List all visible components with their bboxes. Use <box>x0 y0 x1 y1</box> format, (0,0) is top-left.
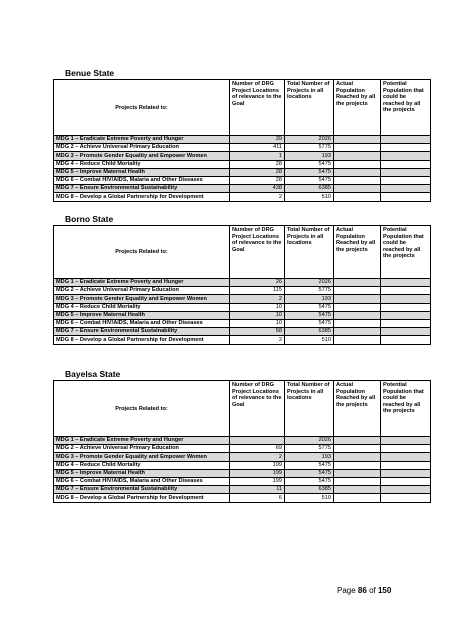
table-row <box>54 144 431 152</box>
potential-cell <box>381 287 431 295</box>
potential-cell <box>381 176 431 184</box>
potential-cell <box>381 193 431 201</box>
header-projects: Projects Related to: <box>54 80 230 136</box>
potential-cell <box>381 185 431 193</box>
actual-cell <box>334 437 381 445</box>
potential-cell <box>381 279 431 287</box>
goal-cell: MDG 3 – Promote Gender Equality and Empower Women <box>54 295 230 303</box>
potential-cell <box>381 295 431 303</box>
total-cell: 5775 <box>285 287 334 295</box>
table-row <box>54 311 431 319</box>
total-cell: 2026 <box>285 136 334 144</box>
header-projects: Projects Related to: <box>54 381 230 437</box>
state-title: Benue State <box>65 68 115 78</box>
page-of: of <box>369 586 376 595</box>
goal-cell: MDG 3 – Promote Gender Equality and Empower Women <box>54 152 230 160</box>
total-cell: 6385 <box>285 185 334 193</box>
actual-cell <box>334 461 381 469</box>
drg-cell: 2 <box>230 453 285 461</box>
table-row <box>54 494 431 502</box>
goal-cell: MDG 5 – Improve Maternal Health <box>54 469 230 477</box>
total-cell: 5475 <box>285 319 334 327</box>
drg-cell <box>230 437 285 445</box>
page-current: 86 <box>357 586 367 595</box>
actual-cell <box>334 319 381 327</box>
goal-cell: MDG 5 – Improve Maternal Health <box>54 311 230 319</box>
table-row <box>54 295 431 303</box>
table-row <box>54 168 431 176</box>
potential-cell <box>381 494 431 502</box>
header-drg-locations: Number of DRG Project Locations of relevance to the Goal <box>230 226 285 279</box>
total-cell: 193 <box>285 152 334 160</box>
goal-cell: MDG 4 – Reduce Child Mortality <box>54 303 230 311</box>
actual-cell <box>334 144 381 152</box>
actual-cell <box>334 469 381 477</box>
section-benue <box>53 67 430 202</box>
table-row <box>54 445 431 453</box>
table-row <box>54 469 431 477</box>
drg-cell: 199 <box>230 469 285 477</box>
actual-cell <box>334 295 381 303</box>
table-row <box>54 136 431 144</box>
drg-cell: 10 <box>230 311 285 319</box>
drg-cell: 1 <box>230 152 285 160</box>
total-cell: 5475 <box>285 311 334 319</box>
table-row <box>54 328 431 336</box>
header-total-projects: Total Number of Projects in all locations <box>285 226 334 279</box>
total-cell: 510 <box>285 193 334 201</box>
header-potential-population: Potential Population that could be reached by all the projects <box>381 226 431 279</box>
total-cell: 6385 <box>285 328 334 336</box>
header-potential-population: Potential Population that could be reached by all the projects <box>381 80 431 136</box>
goal-cell: MDG 5 – Improve Maternal Health <box>54 168 230 176</box>
goal-cell: MDG 6 – Combat HIV/AIDS, Malaria and Other Diseases <box>54 176 230 184</box>
actual-cell <box>334 477 381 485</box>
actual-cell <box>334 160 381 168</box>
drg-cell: 58 <box>230 328 285 336</box>
goal-cell: MDG 8 – Develop a Global Partnership for Development <box>54 494 230 502</box>
drg-cell: 115 <box>230 287 285 295</box>
drg-cell: 199 <box>230 461 285 469</box>
drg-cell: 28 <box>230 176 285 184</box>
drg-cell: 28 <box>230 168 285 176</box>
goal-cell: MDG 2 – Achieve Universal Primary Education <box>54 287 230 295</box>
page-total: 150 <box>377 586 392 595</box>
table-row <box>54 152 431 160</box>
potential-cell <box>381 144 431 152</box>
mdg-table <box>53 225 431 345</box>
potential-cell <box>381 336 431 344</box>
actual-cell <box>334 193 381 201</box>
header-actual-population: Actual Population Reached by all the projects <box>334 381 381 437</box>
table-row <box>54 453 431 461</box>
header-drg-locations: Number of DRG Project Locations of relevance to the Goal <box>230 381 285 437</box>
state-title: Bayelsa State <box>65 369 121 379</box>
table-row <box>54 176 431 184</box>
drg-cell: 6 <box>230 494 285 502</box>
actual-cell <box>334 486 381 494</box>
actual-cell <box>334 453 381 461</box>
goal-cell: MDG 7 – Ensure Environmental Sustainability <box>54 486 230 494</box>
goal-cell: MDG 2 – Achieve Universal Primary Education <box>54 445 230 453</box>
potential-cell <box>381 486 431 494</box>
header-drg-locations: Number of DRG Project Locations of relevance to the Goal <box>230 80 285 136</box>
goal-cell: MDG 1 – Eradicate Extreme Poverty and Hunger <box>54 136 230 144</box>
header-total-projects: Total Number of Projects in all locations <box>285 80 334 136</box>
actual-cell <box>334 336 381 344</box>
goal-cell: MDG 3 – Promote Gender Equality and Empower Women <box>54 453 230 461</box>
potential-cell <box>381 152 431 160</box>
header-potential-population: Potential Population that could be reached by all the projects <box>381 381 431 437</box>
drg-cell: 10 <box>230 303 285 311</box>
mdg-table <box>53 380 431 503</box>
actual-cell <box>334 303 381 311</box>
drg-cell: 69 <box>230 445 285 453</box>
actual-cell <box>334 152 381 160</box>
potential-cell <box>381 319 431 327</box>
table-row <box>54 437 431 445</box>
total-cell: 193 <box>285 295 334 303</box>
drg-cell: 28 <box>230 160 285 168</box>
actual-cell <box>334 328 381 336</box>
table-row <box>54 287 431 295</box>
header-projects: Projects Related to: <box>54 226 230 279</box>
actual-cell <box>334 176 381 184</box>
table-row <box>54 279 431 287</box>
potential-cell <box>381 469 431 477</box>
table-row <box>54 185 431 193</box>
page-number <box>337 586 391 595</box>
goal-cell: MDG 1 – Eradicate Extreme Poverty and Hunger <box>54 437 230 445</box>
drg-cell: 2 <box>230 193 285 201</box>
total-cell: 510 <box>285 494 334 502</box>
potential-cell <box>381 303 431 311</box>
total-cell: 5475 <box>285 160 334 168</box>
goal-cell: MDG 7 – Ensure Environmental Sustainability <box>54 328 230 336</box>
total-cell: 5475 <box>285 477 334 485</box>
potential-cell <box>381 477 431 485</box>
potential-cell <box>381 453 431 461</box>
potential-cell <box>381 168 431 176</box>
total-cell: 5475 <box>285 461 334 469</box>
total-cell: 5775 <box>285 144 334 152</box>
drg-cell: 39 <box>230 136 285 144</box>
actual-cell <box>334 185 381 193</box>
mdg-table <box>53 79 431 202</box>
potential-cell <box>381 461 431 469</box>
drg-cell: 26 <box>230 279 285 287</box>
actual-cell <box>334 168 381 176</box>
total-cell: 193 <box>285 453 334 461</box>
page-prefix: Page <box>337 586 356 595</box>
total-cell: 6385 <box>285 486 334 494</box>
actual-cell <box>334 136 381 144</box>
total-cell: 5475 <box>285 168 334 176</box>
table-row <box>54 461 431 469</box>
table-row <box>54 160 431 168</box>
goal-cell: MDG 8 – Develop a Global Partnership for Development <box>54 336 230 344</box>
goal-cell: MDG 1 – Eradicate Extreme Poverty and Hunger <box>54 279 230 287</box>
potential-cell <box>381 136 431 144</box>
actual-cell <box>334 311 381 319</box>
goal-cell: MDG 6 – Combat HIV/AIDS, Malaria and Other Diseases <box>54 477 230 485</box>
total-cell: 5775 <box>285 445 334 453</box>
goal-cell: MDG 6 – Combat HIV/AIDS, Malaria and Other Diseases <box>54 319 230 327</box>
header-actual-population: Actual Population Reached by all the projects <box>334 80 381 136</box>
table-row <box>54 486 431 494</box>
potential-cell <box>381 437 431 445</box>
table-row <box>54 193 431 201</box>
drg-cell: 10 <box>230 319 285 327</box>
actual-cell <box>334 445 381 453</box>
drg-cell: 11 <box>230 486 285 494</box>
goal-cell: MDG 7 – Ensure Environmental Sustainability <box>54 185 230 193</box>
actual-cell <box>334 494 381 502</box>
total-cell: 510 <box>285 336 334 344</box>
section-borno <box>53 213 430 345</box>
total-cell: 5475 <box>285 469 334 477</box>
actual-cell <box>334 287 381 295</box>
drg-cell: 2 <box>230 295 285 303</box>
goal-cell: MDG 4 – Reduce Child Mortality <box>54 461 230 469</box>
table-row <box>54 303 431 311</box>
potential-cell <box>381 445 431 453</box>
drg-cell: 2 <box>230 336 285 344</box>
total-cell: 5475 <box>285 303 334 311</box>
table-row <box>54 336 431 344</box>
goal-cell: MDG 8 – Develop a Global Partnership for Development <box>54 193 230 201</box>
potential-cell <box>381 160 431 168</box>
header-actual-population: Actual Population Reached by all the projects <box>334 226 381 279</box>
potential-cell <box>381 311 431 319</box>
total-cell: 5475 <box>285 176 334 184</box>
section-bayelsa <box>53 368 430 503</box>
state-title: Borno State <box>65 214 114 224</box>
actual-cell <box>334 279 381 287</box>
table-row <box>54 319 431 327</box>
goal-cell: MDG 4 – Reduce Child Mortality <box>54 160 230 168</box>
drg-cell: 199 <box>230 477 285 485</box>
goal-cell: MDG 2 – Achieve Universal Primary Education <box>54 144 230 152</box>
header-total-projects: Total Number of Projects in all locations <box>285 381 334 437</box>
potential-cell <box>381 328 431 336</box>
drg-cell: 438 <box>230 185 285 193</box>
drg-cell: 411 <box>230 144 285 152</box>
total-cell: 2026 <box>285 437 334 445</box>
total-cell: 2026 <box>285 279 334 287</box>
table-row <box>54 477 431 485</box>
